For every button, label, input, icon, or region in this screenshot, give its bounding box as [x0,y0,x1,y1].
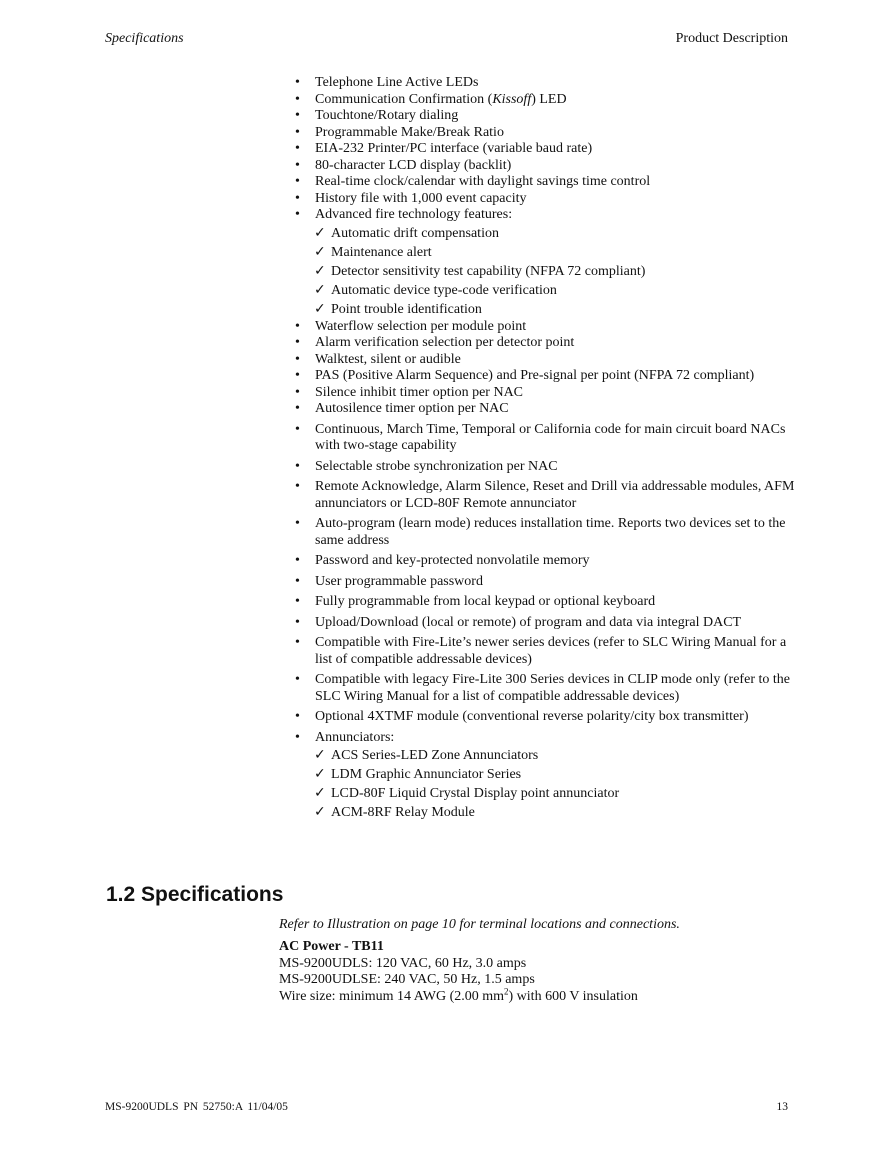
sub-feature-item [295,224,795,243]
section-heading: 1.2 Specifications [106,883,284,906]
feature-item [295,635,795,668]
feature-item [295,574,795,591]
feature-text: Annunciators: [315,729,395,745]
feature-item [295,319,795,336]
bullet-icon: • [295,335,300,350]
feature-item [295,479,795,512]
feature-text: Waterflow selection per module point [315,318,527,334]
sub-feature-text: ACM-8RF Relay Module [331,805,475,820]
feature-text: Programmable Make/Break Ratio [315,124,504,140]
ac-power-title: AC Power - TB11 [279,939,384,954]
sub-feature-text: Point trouble identification [331,301,482,317]
bullet-icon: • [295,368,300,383]
sub-feature-text: ACS Series-LED Zone Annunciators [331,748,539,763]
bullet-icon: • [295,421,300,437]
bullet-icon: • [295,672,300,687]
bullet-icon: • [295,318,300,334]
wire-size-text: Wire size: minimum 14 AWG (2.00 mm [279,988,505,1004]
feature-text: Selectable strobe synchronization per NAC [315,458,558,474]
feature-text: EIA-232 Printer/PC interface (variable baud rate) [315,141,593,156]
sub-feature-text: Detector sensitivity test capability (NFPA 72 compliant) [331,263,646,279]
bullet-icon: • [295,174,300,189]
feature-item [295,368,795,385]
ac-power-spec [279,939,638,1005]
bullet-icon: • [295,157,300,173]
feature-text: Upload/Download (local or remote) of program and data via integral DACT [315,614,742,630]
feature-text: History file with 1,000 event capacity [315,190,527,206]
feature-item [295,207,795,224]
ac-power-line-2: MS-9200UDLSE: 240 VAC, 50 Hz, 1.5 amps [279,972,535,987]
feature-text: Alarm verification selection per detector point [315,335,575,350]
feature-text: Password and key-protected nonvolatile memory [315,553,590,568]
checkmark-icon: ✓ [314,224,326,241]
feature-item [295,352,795,369]
bullet-icon: • [295,141,300,156]
feature-item [295,125,795,142]
feature-text: Fully programmable from local keypad or optional keyboard [315,594,656,609]
feature-text: 80-character LCD display (backlit) [315,157,512,173]
page-number: 13 [776,1101,788,1113]
footer-doc-id: MS-9200UDLS PN 52750:A 11/04/05 [105,1101,288,1113]
sub-feature-item [295,765,795,784]
checkmark-icon: ✓ [314,243,326,260]
feature-item [295,158,795,175]
wire-size-text-end: ) with 600 V insulation [508,988,638,1004]
feature-item [295,75,795,92]
feature-text-emphasis: Kissoff [492,91,532,107]
feature-text: PAS (Positive Alarm Sequence) and Pre-signal per point (NFPA 72 compliant) [315,368,755,383]
sub-feature-text: Automatic device type-code verification [331,282,557,298]
feature-text: Advanced fire technology features: [315,207,513,222]
feature-text-part: Communication Confirmation ( [315,91,493,107]
checkmark-icon: ✓ [314,804,326,820]
sub-feature-item [295,803,795,822]
sub-feature-item [295,243,795,262]
feature-text: Walktest, silent or audible [315,351,461,367]
feature-text: Silence inhibit timer option per NAC [315,384,524,400]
bullet-icon: • [295,553,300,568]
feature-item [295,422,795,455]
bullet-icon: • [295,401,300,416]
feature-text: User programmable password [315,573,483,589]
feature-text: Compatible with Fire-Lite’s newer series devices (refer to SLC Wiring Manual for a list of compatible addressable devices) [315,635,787,667]
feature-text: Optional 4XTMF module (conventional reverse polarity/city box transmitter) [315,709,749,724]
feature-item [295,553,795,570]
bullet-icon: • [295,729,300,745]
feature-item [295,516,795,549]
checkmark-icon: ✓ [314,300,326,317]
feature-text: Touchtone/Rotary dialing [315,108,459,123]
bullet-icon: • [295,108,300,123]
sub-feature-text: LCD-80F Liquid Crystal Display point annunciator [331,786,620,801]
section-note: Refer to Illustration on page 10 for terminal locations and connections. [279,917,680,932]
feature-list [295,75,795,822]
bullet-icon: • [295,124,300,140]
bullet-icon: • [295,190,300,206]
checkmark-icon: ✓ [314,281,326,298]
feature-item [295,174,795,191]
feature-item [295,459,795,476]
feature-text-part: ) LED [531,91,567,107]
bullet-icon: • [295,479,300,494]
feature-item [295,401,795,418]
bullet-icon: • [295,594,300,609]
sub-feature-item [295,300,795,319]
feature-item [295,615,795,632]
feature-item [295,191,795,208]
bullet-icon: • [295,91,300,107]
bullet-icon: • [295,75,300,90]
feature-item [295,141,795,158]
sub-feature-item [295,262,795,281]
feature-text: Continuous, March Time, Temporal or California code for main circuit board NACs with two-stage capability [315,421,786,453]
bullet-icon: • [295,573,300,589]
checkmark-icon: ✓ [314,766,326,782]
feature-item [295,730,795,747]
wire-size-superscript: 2 [504,985,509,996]
feature-item [295,672,795,705]
bullet-icon: • [295,614,300,630]
feature-item [295,108,795,125]
checkmark-icon: ✓ [314,747,326,763]
bullet-icon: • [295,516,300,531]
sub-feature-item [295,746,795,765]
feature-item [295,594,795,611]
sub-feature-item [295,784,795,803]
feature-text: Remote Acknowledge, Alarm Silence, Reset and Drill via addressable modules, AFM annunciators or LCD-80F Remote annunciator [315,479,795,511]
sub-feature-text: Automatic drift compensation [331,225,499,241]
bullet-icon: • [295,384,300,400]
running-header-left: Specifications [105,31,184,46]
feature-item [295,709,795,726]
feature-item [295,385,795,402]
sub-feature-text: LDM Graphic Annunciator Series [331,767,522,782]
ac-power-line-1: MS-9200UDLS: 120 VAC, 60 Hz, 3.0 amps [279,955,527,971]
feature-text: Real-time clock/calendar with daylight savings time control [315,174,651,189]
feature-text: Telephone Line Active LEDs [315,75,479,90]
feature-item [295,335,795,352]
feature-text: Auto-program (learn mode) reduces installation time. Reports two devices set to the same address [315,516,786,548]
sub-feature-text: Maintenance alert [331,244,432,260]
feature-text: Compatible with legacy Fire-Lite 300 Series devices in CLIP mode only (refer to the SLC Wiring Manual for a list of compatible addressable devices) [315,672,790,704]
sub-feature-item [295,281,795,300]
bullet-icon: • [295,635,300,650]
feature-text [315,92,567,107]
feature-text: Autosilence timer option per NAC [315,401,509,416]
running-header-right: Product Description [675,31,788,46]
wire-size-line [279,985,638,1006]
bullet-icon: • [295,207,300,222]
bullet-icon: • [295,458,300,474]
checkmark-icon: ✓ [314,785,326,801]
bullet-icon: • [295,709,300,724]
checkmark-icon: ✓ [314,262,326,279]
bullet-icon: • [295,351,300,367]
feature-item [295,92,795,109]
